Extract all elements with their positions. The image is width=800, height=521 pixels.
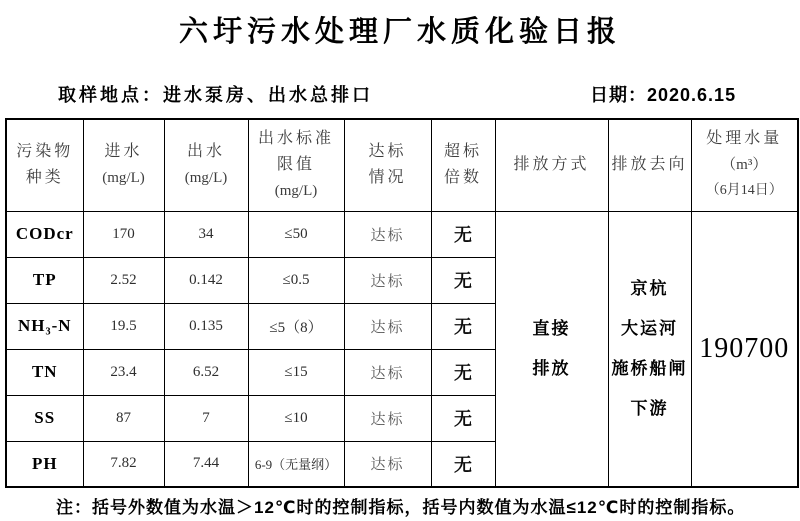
effluent-value-cell: 34 (164, 211, 248, 257)
header-treated-volume (691, 119, 798, 211)
exceed-cell: 无 (431, 257, 495, 303)
influent-value-cell: 170 (83, 211, 164, 257)
header-line: 排放去向 (611, 156, 688, 174)
header-line: 排放方式 (513, 156, 590, 174)
discharge-method-line: 直接 (532, 318, 571, 338)
header-unit: （m³） (721, 157, 768, 174)
header-discharge-destination (608, 119, 691, 211)
limit-value-cell: ≤0.5 (248, 257, 344, 303)
influent-value-cell: 2.52 (83, 257, 164, 303)
header-line: 处理水量 (706, 130, 783, 148)
exceed-cell: 无 (431, 349, 495, 395)
effluent-value-cell: 0.142 (164, 257, 248, 303)
influent-value-cell: 7.82 (83, 441, 164, 487)
limit-value-cell: 6-9（无量纲） (248, 441, 344, 487)
header-effluent-limit (248, 119, 344, 211)
sampling-location-label: 取样地点：进水泵房、出水总排口 (58, 85, 373, 105)
header-line: 出水 (186, 143, 225, 161)
influent-value-cell: 23.4 (83, 349, 164, 395)
exceed-cell: 无 (431, 303, 495, 349)
table-row-codcr (6, 211, 798, 257)
header-line: 达标 (368, 143, 407, 161)
header-line: 种类 (25, 169, 64, 187)
discharge-destination-cell (608, 211, 691, 487)
header-unit: (mg/L) (184, 170, 228, 187)
pollutant-name-cell: TN (6, 349, 83, 395)
treated-volume-cell: 190700 (691, 211, 798, 487)
status-cell: 达标 (344, 257, 431, 303)
discharge-destination-line: 大运河 (621, 318, 678, 338)
header-effluent (164, 119, 248, 211)
table-header-row (6, 119, 798, 211)
header-line: 限值 (276, 156, 315, 174)
header-unit: (mg/L) (102, 170, 145, 187)
discharge-destination-line: 京杭 (630, 278, 669, 298)
footnote: 注：括号外数值为水温＞12℃时的控制指标，括号内数值为水温≤12℃时的控制指标。 (56, 498, 746, 517)
effluent-value-cell: 7.44 (164, 441, 248, 487)
pollutant-name-cell: NH₃-N (6, 303, 83, 349)
limit-value-cell: ≤15 (248, 349, 344, 395)
pollutant-name-cell: SS (6, 395, 83, 441)
status-cell: 达标 (344, 349, 431, 395)
effluent-value-cell: 6.52 (164, 349, 248, 395)
influent-value-cell: 19.5 (83, 303, 164, 349)
report-date-label: 日期：2020.6.15 (590, 85, 737, 105)
status-cell: 达标 (344, 441, 431, 487)
header-exceed-multiple (431, 119, 495, 211)
influent-value-cell: 87 (83, 395, 164, 441)
header-line: 出水标准 (257, 130, 334, 148)
discharge-destination-line: 下游 (630, 398, 669, 418)
header-date-sub: （6月14日） (705, 183, 783, 199)
status-cell: 达标 (344, 211, 431, 257)
header-line: 情况 (368, 169, 407, 187)
page-title: 六圩污水处理厂水质化验日报 (178, 16, 621, 48)
pollutant-name-cell: TP (6, 257, 83, 303)
header-discharge-method (495, 119, 608, 211)
header-line: 进水 (104, 143, 143, 161)
water-quality-table (5, 118, 799, 488)
pollutant-name-cell: CODcr (6, 211, 83, 257)
header-pollutant-type (6, 119, 83, 211)
status-cell: 达标 (344, 303, 431, 349)
exceed-cell: 无 (431, 441, 495, 487)
header-line: 倍数 (443, 169, 482, 187)
discharge-destination-line: 施桥船闸 (611, 358, 688, 378)
header-line: 超标 (443, 143, 482, 161)
header-line: 污染物 (16, 143, 74, 161)
exceed-cell: 无 (431, 395, 495, 441)
header-unit: (mg/L) (274, 183, 318, 200)
pollutant-name-cell: PH (6, 441, 83, 487)
effluent-value-cell: 7 (164, 395, 248, 441)
header-influent (83, 119, 164, 211)
limit-value-cell: ≤50 (248, 211, 344, 257)
exceed-cell: 无 (431, 211, 495, 257)
limit-value-cell: ≤10 (248, 395, 344, 441)
limit-value-cell: ≤5（8） (248, 303, 344, 349)
status-cell: 达标 (344, 395, 431, 441)
discharge-method-cell (495, 211, 608, 487)
discharge-method-line: 排放 (532, 358, 571, 378)
effluent-value-cell: 0.135 (164, 303, 248, 349)
header-compliance-status (344, 119, 431, 211)
